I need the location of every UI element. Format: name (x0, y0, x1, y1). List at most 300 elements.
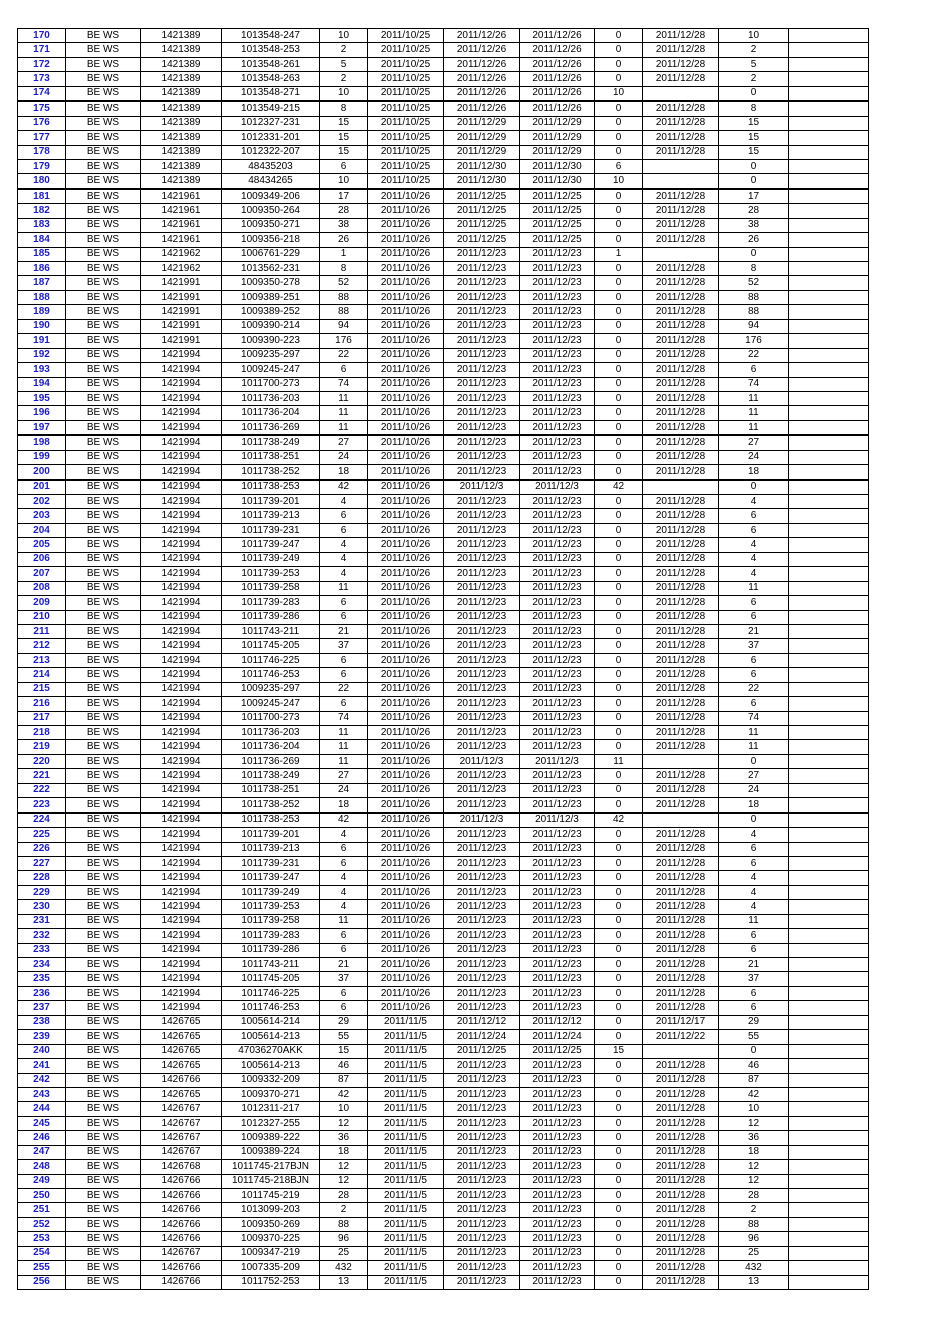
part-number-cell: 1013548-263 (222, 72, 320, 86)
balance-qty-cell: 0 (595, 1030, 643, 1044)
site-code-cell: BE WS (66, 943, 141, 957)
site-code-cell: BE WS (66, 391, 141, 405)
delivery-date-cell: 2011/12/28 (643, 218, 719, 232)
balance-qty-cell: 0 (595, 1217, 643, 1231)
part-number-cell: 1011739-286 (222, 943, 320, 957)
order-qty-cell: 28 (320, 1189, 368, 1203)
row-number-cell: 235 (18, 972, 66, 986)
row-number-cell: 256 (18, 1275, 66, 1289)
order-qty-cell: 1 (320, 247, 368, 261)
order-qty-cell: 6 (320, 929, 368, 943)
remark-cell (789, 465, 869, 480)
due-date-cell: 2011/12/23 (444, 1116, 520, 1130)
ship-date-cell: 2011/12/23 (520, 856, 595, 870)
table-row (18, 624, 869, 638)
part-number-cell: 1011738-251 (222, 450, 320, 464)
balance-qty-cell: 0 (595, 204, 643, 218)
row-number-cell: 229 (18, 885, 66, 899)
balance-qty-cell: 0 (595, 290, 643, 304)
part-number-cell: 1011739-231 (222, 523, 320, 537)
table-row (18, 218, 869, 232)
ship-date-cell: 2011/12/23 (520, 610, 595, 624)
row-number-cell: 170 (18, 29, 66, 43)
order-number-cell: 1421994 (141, 523, 222, 537)
ship-date-cell: 2011/12/23 (520, 1189, 595, 1203)
balance-qty-cell: 42 (595, 480, 643, 495)
remark-cell (789, 682, 869, 696)
remark-cell (789, 813, 869, 828)
row-number-cell: 242 (18, 1073, 66, 1087)
balance-qty-cell: 0 (595, 958, 643, 972)
ship-date-cell: 2011/12/23 (520, 639, 595, 653)
site-code-cell: BE WS (66, 885, 141, 899)
part-number-cell: 1011736-269 (222, 420, 320, 435)
site-code-cell: BE WS (66, 276, 141, 290)
order-date-cell: 2011/10/26 (368, 465, 444, 480)
order-qty-cell: 18 (320, 798, 368, 813)
balance-qty-cell: 1 (595, 247, 643, 261)
due-date-cell: 2011/12/26 (444, 29, 520, 43)
order-qty-cell: 4 (320, 900, 368, 914)
due-date-cell: 2011/12/23 (444, 290, 520, 304)
part-number-cell: 1011738-249 (222, 769, 320, 783)
delivered-qty-cell: 2 (719, 1203, 789, 1217)
due-date-cell: 2011/12/23 (444, 972, 520, 986)
ship-date-cell: 2011/12/23 (520, 435, 595, 450)
order-date-cell: 2011/10/26 (368, 435, 444, 450)
row-number-cell: 215 (18, 682, 66, 696)
remark-cell (789, 247, 869, 261)
due-date-cell: 2011/12/3 (444, 754, 520, 768)
part-number-cell: 1005614-213 (222, 1030, 320, 1044)
remark-cell (789, 929, 869, 943)
part-number-cell: 1012311-217 (222, 1102, 320, 1116)
site-code-cell: BE WS (66, 1001, 141, 1015)
due-date-cell: 2011/12/23 (444, 1174, 520, 1188)
row-number-cell: 173 (18, 72, 66, 86)
row-number-cell: 219 (18, 740, 66, 754)
order-number-cell: 1426765 (141, 1015, 222, 1029)
due-date-cell: 2011/12/23 (444, 495, 520, 509)
row-number-cell: 254 (18, 1246, 66, 1260)
due-date-cell: 2011/12/23 (444, 552, 520, 566)
row-number-cell: 197 (18, 420, 66, 435)
order-qty-cell: 87 (320, 1073, 368, 1087)
delivery-date-cell: 2011/12/28 (643, 72, 719, 86)
order-date-cell: 2011/10/26 (368, 754, 444, 768)
row-number-cell: 227 (18, 856, 66, 870)
delivery-date-cell: 2011/12/28 (643, 116, 719, 130)
row-number-cell: 224 (18, 813, 66, 828)
ship-date-cell: 2011/12/23 (520, 406, 595, 420)
row-number-cell: 172 (18, 57, 66, 71)
balance-qty-cell: 0 (595, 57, 643, 71)
balance-qty-cell: 0 (595, 1275, 643, 1289)
delivered-qty-cell: 6 (719, 363, 789, 377)
table-row (18, 480, 869, 495)
order-qty-cell: 42 (320, 813, 368, 828)
table-row (18, 1102, 869, 1116)
due-date-cell: 2011/12/26 (444, 43, 520, 57)
remark-cell (789, 420, 869, 435)
balance-qty-cell: 0 (595, 610, 643, 624)
order-number-cell: 1421991 (141, 276, 222, 290)
part-number-cell: 1013548-271 (222, 86, 320, 101)
due-date-cell: 2011/12/23 (444, 769, 520, 783)
order-number-cell: 1421389 (141, 86, 222, 101)
row-number-cell: 189 (18, 305, 66, 319)
order-date-cell: 2011/10/26 (368, 509, 444, 523)
part-number-cell: 1009389-224 (222, 1145, 320, 1159)
remark-cell (789, 1073, 869, 1087)
ship-date-cell: 2011/12/23 (520, 305, 595, 319)
order-qty-cell: 22 (320, 348, 368, 362)
remark-cell (789, 348, 869, 362)
ship-date-cell: 2011/12/23 (520, 828, 595, 842)
delivery-date-cell: 2011/12/28 (643, 958, 719, 972)
delivery-date-cell: 2011/12/28 (643, 1087, 719, 1101)
order-date-cell: 2011/10/26 (368, 653, 444, 667)
table-row (18, 465, 869, 480)
delivered-qty-cell: 87 (719, 1073, 789, 1087)
due-date-cell: 2011/12/23 (444, 247, 520, 261)
ship-date-cell: 2011/12/26 (520, 101, 595, 116)
row-number-cell: 191 (18, 334, 66, 348)
due-date-cell: 2011/12/23 (444, 842, 520, 856)
table-row (18, 538, 869, 552)
ship-date-cell: 2011/12/23 (520, 726, 595, 740)
site-code-cell: BE WS (66, 624, 141, 638)
remark-cell (789, 842, 869, 856)
ship-date-cell: 2011/12/29 (520, 116, 595, 130)
delivery-date-cell: 2011/12/28 (643, 334, 719, 348)
delivery-date-cell: 2011/12/28 (643, 57, 719, 71)
order-number-cell: 1426766 (141, 1232, 222, 1246)
table-row (18, 29, 869, 43)
delivery-date-cell: 2011/12/28 (643, 885, 719, 899)
delivered-qty-cell: 52 (719, 276, 789, 290)
part-number-cell: 1012331-201 (222, 131, 320, 145)
site-code-cell: BE WS (66, 1174, 141, 1188)
delivered-qty-cell: 18 (719, 1145, 789, 1159)
order-date-cell: 2011/10/26 (368, 943, 444, 957)
part-number-cell: 1009245-247 (222, 697, 320, 711)
part-number-cell: 1009245-247 (222, 363, 320, 377)
row-number-cell: 253 (18, 1232, 66, 1246)
delivery-date-cell (643, 813, 719, 828)
delivered-qty-cell: 26 (719, 233, 789, 247)
balance-qty-cell: 0 (595, 711, 643, 725)
row-number-cell: 174 (18, 86, 66, 101)
table-row (18, 1174, 869, 1188)
order-number-cell: 1421994 (141, 653, 222, 667)
ship-date-cell: 2011/12/26 (520, 29, 595, 43)
remark-cell (789, 262, 869, 276)
row-number-cell: 214 (18, 668, 66, 682)
part-number-cell: 1009389-252 (222, 305, 320, 319)
part-number-cell: 1011738-249 (222, 435, 320, 450)
delivered-qty-cell: 4 (719, 828, 789, 842)
order-date-cell: 2011/10/26 (368, 740, 444, 754)
order-date-cell: 2011/10/26 (368, 856, 444, 870)
due-date-cell: 2011/12/23 (444, 319, 520, 333)
delivery-date-cell: 2011/12/28 (643, 1232, 719, 1246)
table-row (18, 972, 869, 986)
site-code-cell: BE WS (66, 101, 141, 116)
site-code-cell: BE WS (66, 740, 141, 754)
due-date-cell: 2011/12/29 (444, 145, 520, 159)
delivered-qty-cell: 4 (719, 900, 789, 914)
order-date-cell: 2011/11/5 (368, 1102, 444, 1116)
ship-date-cell: 2011/12/23 (520, 929, 595, 943)
site-code-cell: BE WS (66, 552, 141, 566)
delivered-qty-cell: 0 (719, 174, 789, 189)
order-number-cell: 1426766 (141, 1203, 222, 1217)
ship-date-cell: 2011/12/23 (520, 914, 595, 928)
delivered-qty-cell: 6 (719, 596, 789, 610)
order-date-cell: 2011/10/26 (368, 871, 444, 885)
table-row (18, 740, 869, 754)
order-qty-cell: 15 (320, 116, 368, 130)
ship-date-cell: 2011/12/25 (520, 218, 595, 232)
site-code-cell: BE WS (66, 697, 141, 711)
order-qty-cell: 176 (320, 334, 368, 348)
site-code-cell: BE WS (66, 682, 141, 696)
ship-date-cell: 2011/12/25 (520, 233, 595, 247)
order-date-cell: 2011/10/26 (368, 842, 444, 856)
order-qty-cell: 52 (320, 276, 368, 290)
due-date-cell: 2011/12/23 (444, 334, 520, 348)
order-date-cell: 2011/10/26 (368, 929, 444, 943)
delivered-qty-cell: 2 (719, 43, 789, 57)
part-number-cell: 1011739-213 (222, 842, 320, 856)
delivered-qty-cell: 36 (719, 1131, 789, 1145)
ship-date-cell: 2011/12/23 (520, 1102, 595, 1116)
delivery-date-cell: 2011/12/28 (643, 972, 719, 986)
delivery-date-cell: 2011/12/28 (643, 1059, 719, 1073)
table-row (18, 1116, 869, 1130)
part-number-cell: 1011739-258 (222, 914, 320, 928)
order-qty-cell: 13 (320, 1275, 368, 1289)
part-number-cell: 1011739-249 (222, 885, 320, 899)
ship-date-cell: 2011/12/23 (520, 697, 595, 711)
remark-cell (789, 1059, 869, 1073)
delivered-qty-cell: 6 (719, 668, 789, 682)
order-number-cell: 1421991 (141, 334, 222, 348)
delivered-qty-cell: 94 (719, 319, 789, 333)
order-number-cell: 1426767 (141, 1131, 222, 1145)
order-qty-cell: 46 (320, 1059, 368, 1073)
order-date-cell: 2011/10/26 (368, 624, 444, 638)
due-date-cell: 2011/12/3 (444, 813, 520, 828)
table-row (18, 1044, 869, 1058)
site-code-cell: BE WS (66, 986, 141, 1000)
order-qty-cell: 88 (320, 290, 368, 304)
order-date-cell: 2011/10/26 (368, 334, 444, 348)
site-code-cell: BE WS (66, 914, 141, 928)
due-date-cell: 2011/12/23 (444, 871, 520, 885)
part-number-cell: 1011700-273 (222, 711, 320, 725)
due-date-cell: 2011/12/23 (444, 682, 520, 696)
delivered-qty-cell: 11 (719, 406, 789, 420)
row-number-cell: 205 (18, 538, 66, 552)
remark-cell (789, 1217, 869, 1231)
delivery-date-cell: 2011/12/28 (643, 1102, 719, 1116)
ship-date-cell: 2011/12/25 (520, 1044, 595, 1058)
delivery-date-cell: 2011/12/28 (643, 610, 719, 624)
site-code-cell: BE WS (66, 1102, 141, 1116)
delivery-date-cell (643, 174, 719, 189)
balance-qty-cell: 0 (595, 842, 643, 856)
site-code-cell: BE WS (66, 218, 141, 232)
part-number-cell: 1011739-247 (222, 871, 320, 885)
balance-qty-cell: 0 (595, 1232, 643, 1246)
ship-date-cell: 2011/12/23 (520, 740, 595, 754)
site-code-cell: BE WS (66, 1203, 141, 1217)
order-qty-cell: 26 (320, 233, 368, 247)
order-qty-cell: 6 (320, 697, 368, 711)
row-number-cell: 221 (18, 769, 66, 783)
order-number-cell: 1421991 (141, 319, 222, 333)
order-date-cell: 2011/10/26 (368, 610, 444, 624)
remark-cell (789, 145, 869, 159)
order-number-cell: 1421994 (141, 828, 222, 842)
row-number-cell: 186 (18, 262, 66, 276)
remark-cell (789, 43, 869, 57)
delivered-qty-cell: 11 (719, 581, 789, 595)
table-row (18, 204, 869, 218)
due-date-cell: 2011/12/23 (444, 538, 520, 552)
order-date-cell: 2011/10/26 (368, 319, 444, 333)
table-row (18, 986, 869, 1000)
order-date-cell: 2011/10/26 (368, 290, 444, 304)
order-number-cell: 1421389 (141, 145, 222, 159)
due-date-cell: 2011/12/23 (444, 1275, 520, 1289)
ship-date-cell: 2011/12/23 (520, 900, 595, 914)
ship-date-cell: 2011/12/23 (520, 276, 595, 290)
delivered-qty-cell: 4 (719, 567, 789, 581)
order-number-cell: 1421962 (141, 247, 222, 261)
delivered-qty-cell: 74 (719, 711, 789, 725)
table-row (18, 754, 869, 768)
ship-date-cell: 2011/12/23 (520, 1275, 595, 1289)
balance-qty-cell: 10 (595, 174, 643, 189)
order-date-cell: 2011/10/26 (368, 420, 444, 435)
order-number-cell: 1421994 (141, 668, 222, 682)
row-number-cell: 218 (18, 726, 66, 740)
delivered-qty-cell: 88 (719, 1217, 789, 1231)
order-date-cell: 2011/10/26 (368, 885, 444, 899)
site-code-cell: BE WS (66, 159, 141, 173)
due-date-cell: 2011/12/23 (444, 391, 520, 405)
delivered-qty-cell: 17 (719, 189, 789, 204)
delivery-date-cell: 2011/12/28 (643, 420, 719, 435)
site-code-cell: BE WS (66, 1217, 141, 1231)
order-date-cell: 2011/10/25 (368, 131, 444, 145)
part-number-cell: 1011745-219 (222, 1189, 320, 1203)
delivered-qty-cell: 8 (719, 101, 789, 116)
part-number-cell: 1009235-297 (222, 682, 320, 696)
order-qty-cell: 6 (320, 159, 368, 173)
due-date-cell: 2011/12/23 (444, 523, 520, 537)
order-date-cell: 2011/10/25 (368, 101, 444, 116)
delivery-date-cell: 2011/12/28 (643, 1001, 719, 1015)
order-number-cell: 1426767 (141, 1145, 222, 1159)
delivered-qty-cell: 11 (719, 391, 789, 405)
due-date-cell: 2011/12/3 (444, 480, 520, 495)
due-date-cell: 2011/12/23 (444, 1160, 520, 1174)
delivered-qty-cell: 11 (719, 914, 789, 928)
ship-date-cell: 2011/12/23 (520, 769, 595, 783)
delivered-qty-cell: 6 (719, 929, 789, 943)
ship-date-cell: 2011/12/23 (520, 495, 595, 509)
order-date-cell: 2011/11/5 (368, 1059, 444, 1073)
ship-date-cell: 2011/12/26 (520, 57, 595, 71)
row-number-cell: 246 (18, 1131, 66, 1145)
table-row (18, 131, 869, 145)
row-number-cell: 255 (18, 1261, 66, 1275)
order-qty-cell: 2 (320, 72, 368, 86)
ship-date-cell: 2011/12/23 (520, 1087, 595, 1101)
due-date-cell: 2011/12/23 (444, 509, 520, 523)
table-row (18, 1145, 869, 1159)
balance-qty-cell: 0 (595, 653, 643, 667)
table-row (18, 783, 869, 797)
delivered-qty-cell: 15 (719, 116, 789, 130)
order-number-cell: 1421994 (141, 567, 222, 581)
balance-qty-cell: 0 (595, 726, 643, 740)
row-number-cell: 199 (18, 450, 66, 464)
due-date-cell: 2011/12/23 (444, 1203, 520, 1217)
ship-date-cell: 2011/12/23 (520, 943, 595, 957)
order-qty-cell: 15 (320, 1044, 368, 1058)
site-code-cell: BE WS (66, 1044, 141, 1058)
row-number-cell: 252 (18, 1217, 66, 1231)
order-qty-cell: 11 (320, 420, 368, 435)
table-row (18, 842, 869, 856)
balance-qty-cell: 0 (595, 798, 643, 813)
delivery-date-cell: 2011/12/28 (643, 509, 719, 523)
order-qty-cell: 4 (320, 828, 368, 842)
due-date-cell: 2011/12/25 (444, 189, 520, 204)
balance-qty-cell: 0 (595, 450, 643, 464)
part-number-cell: 1011739-286 (222, 610, 320, 624)
row-number-cell: 238 (18, 1015, 66, 1029)
table-row (18, 552, 869, 566)
delivery-date-cell: 2011/12/28 (643, 290, 719, 304)
balance-qty-cell: 0 (595, 101, 643, 116)
site-code-cell: BE WS (66, 639, 141, 653)
delivered-qty-cell: 18 (719, 465, 789, 480)
remark-cell (789, 668, 869, 682)
order-number-cell: 1421962 (141, 262, 222, 276)
row-number-cell: 237 (18, 1001, 66, 1015)
part-number-cell: 1011739-231 (222, 856, 320, 870)
balance-qty-cell: 0 (595, 363, 643, 377)
ship-date-cell: 2011/12/26 (520, 43, 595, 57)
due-date-cell: 2011/12/23 (444, 465, 520, 480)
ship-date-cell: 2011/12/23 (520, 319, 595, 333)
ship-date-cell: 2011/12/3 (520, 480, 595, 495)
site-code-cell: BE WS (66, 174, 141, 189)
delivery-date-cell (643, 86, 719, 101)
table-row (18, 885, 869, 899)
ship-date-cell: 2011/12/26 (520, 72, 595, 86)
part-number-cell: 1011738-251 (222, 783, 320, 797)
table-row (18, 406, 869, 420)
remark-cell (789, 567, 869, 581)
data-table (17, 28, 869, 1290)
